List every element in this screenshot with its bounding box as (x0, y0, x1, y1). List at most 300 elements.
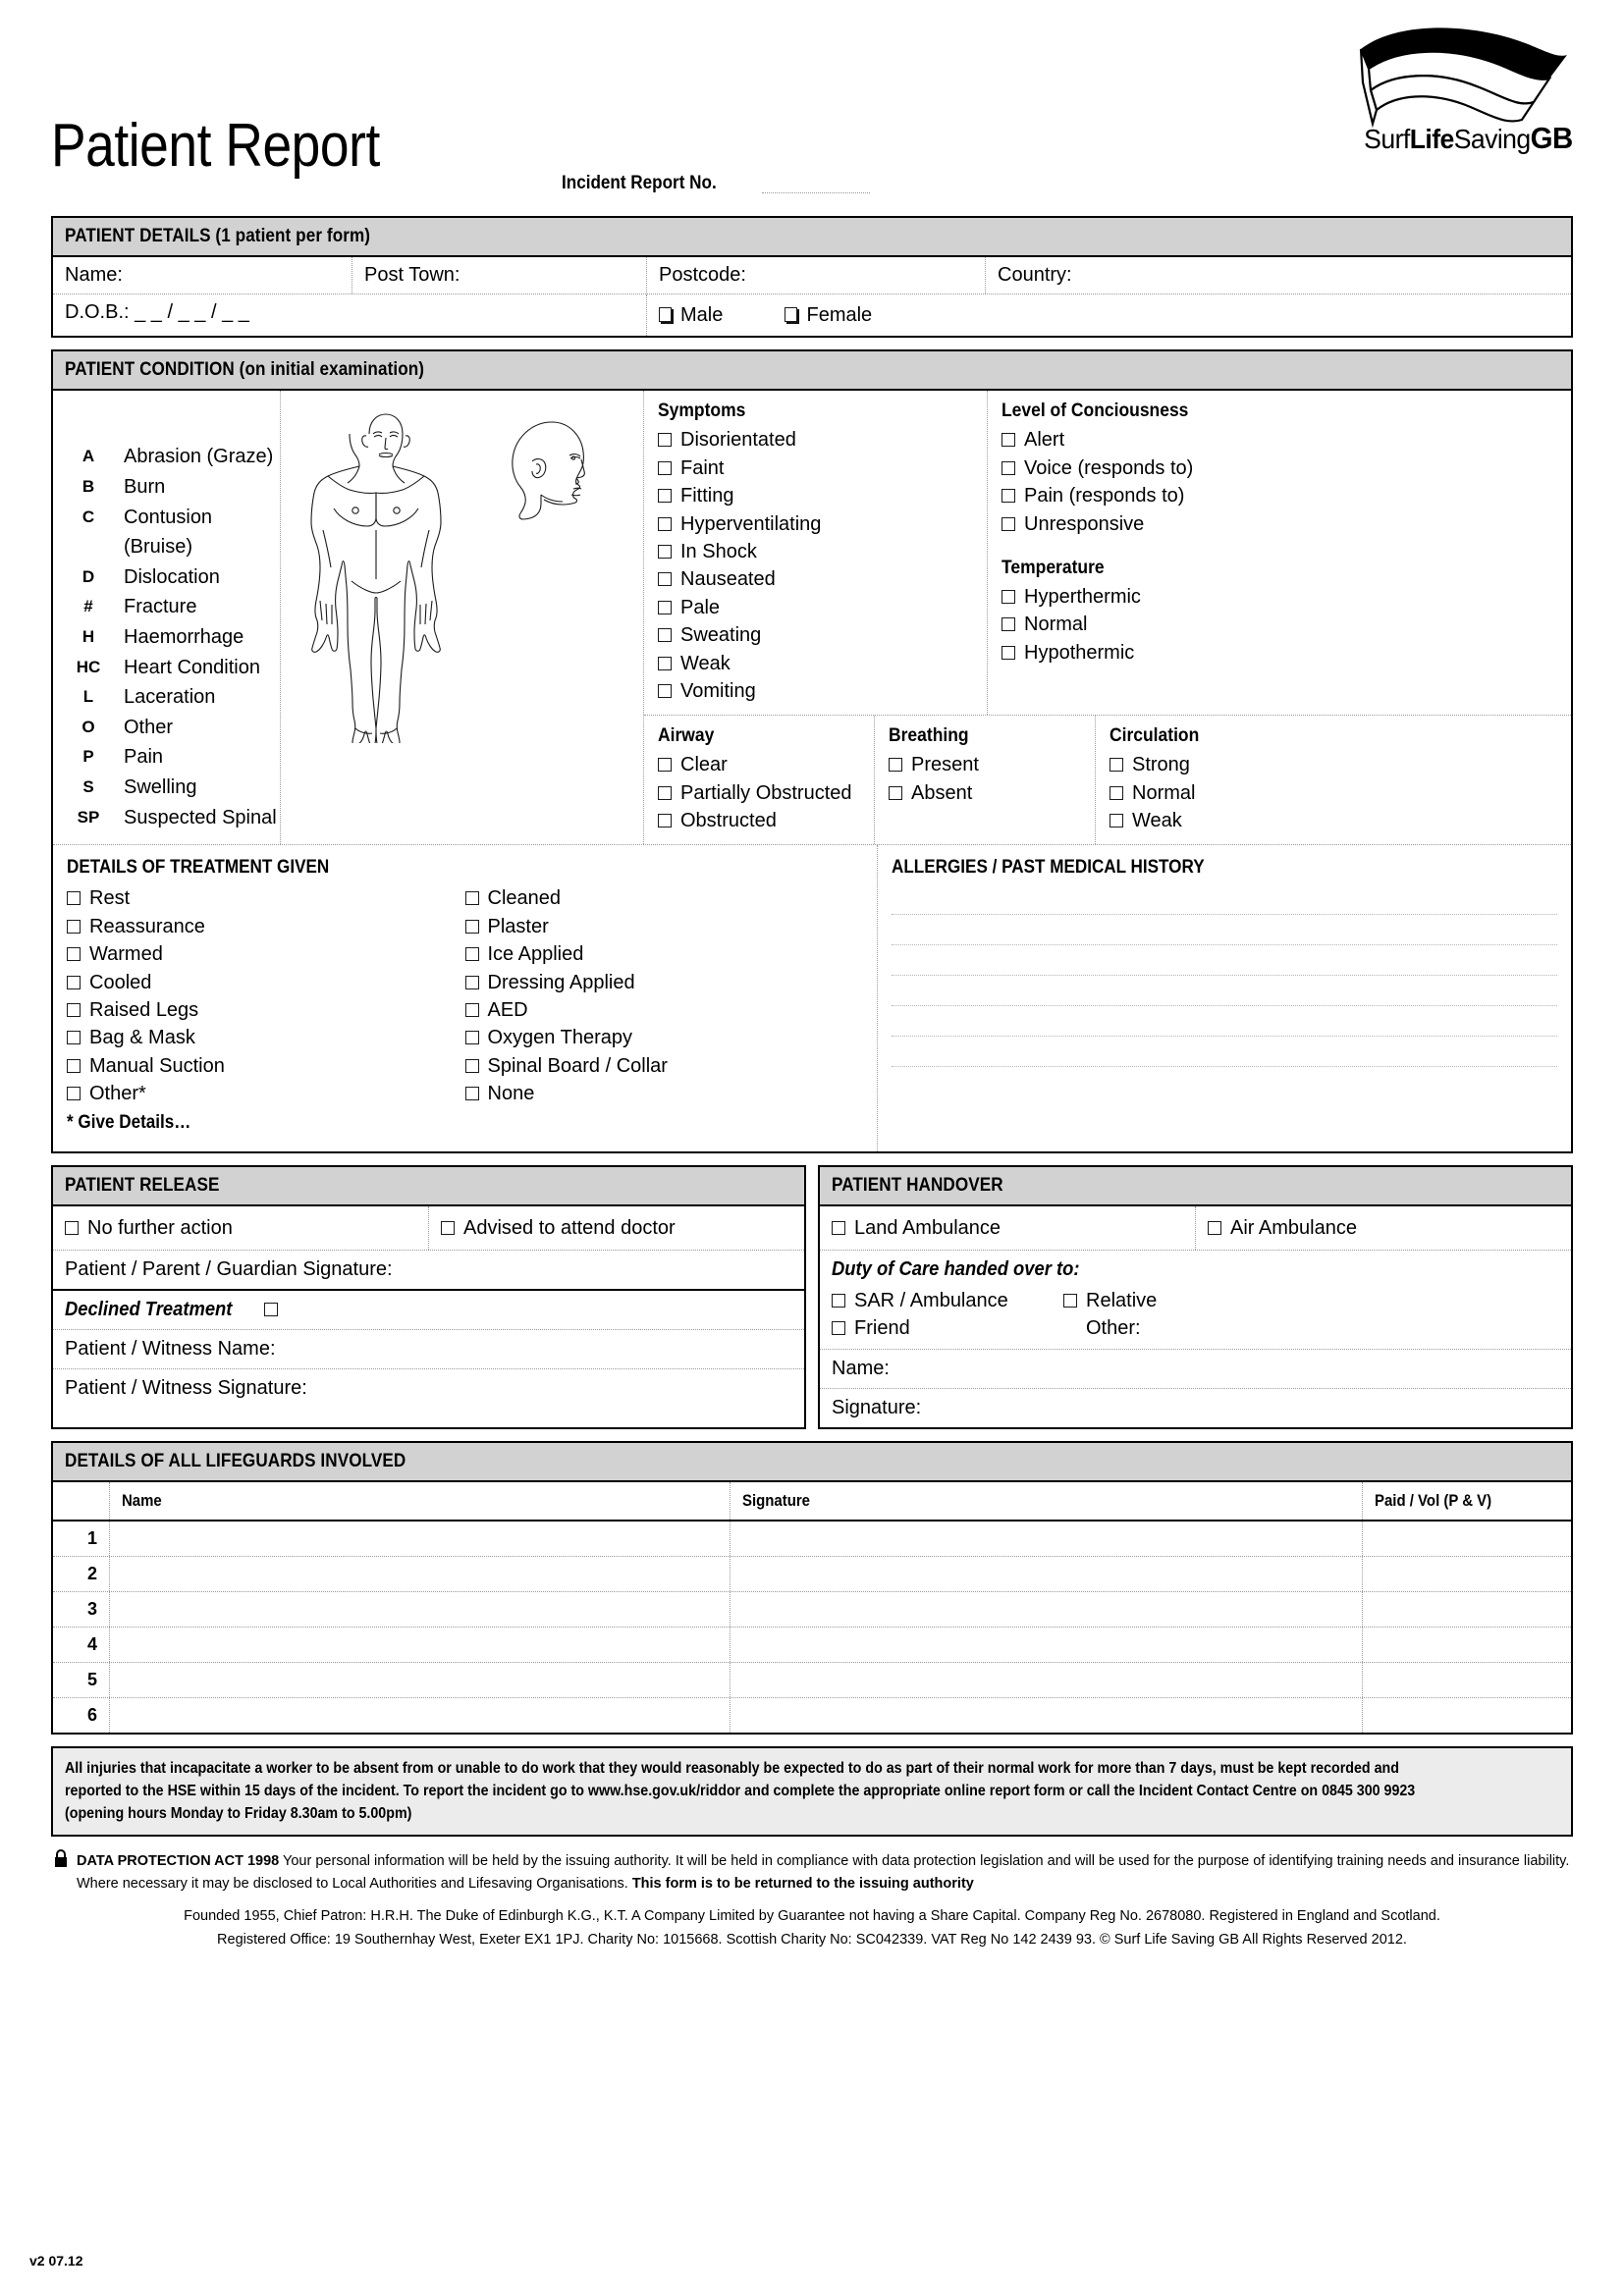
checkbox-treatment-ice-applied[interactable] (465, 940, 864, 968)
treatment-heading (67, 857, 863, 879)
consciousness-heading-text: Level of Conciousness (1001, 400, 1189, 422)
checkbox-symptom-hyperventilating[interactable] (658, 510, 973, 538)
checkbox-icon[interactable] (1001, 646, 1015, 660)
land-ambulance-label: Land Ambulance (854, 1216, 1001, 1239)
duty-of-care-text: Duty of Care handed over to: (832, 1257, 1080, 1280)
checkbox-airway-clear[interactable] (658, 751, 860, 778)
patient-details-row-1 (53, 257, 1571, 294)
checkbox-treatment-manual-suction[interactable] (67, 1052, 465, 1080)
checkbox-label: Plaster (487, 915, 549, 937)
checkbox-label: Absent (911, 781, 973, 804)
checkbox-icon[interactable] (1208, 1221, 1221, 1235)
injury-code-key: HC (76, 657, 101, 676)
declined-treatment-field[interactable] (53, 1291, 804, 1330)
temperature-heading-text: Temperature (1001, 557, 1105, 578)
checkbox-icon[interactable] (465, 920, 479, 934)
checkbox-temperature-hypothermic[interactable] (1001, 639, 1557, 667)
checkbox-label: Voice (responds to) (1024, 456, 1194, 479)
allergies-line[interactable] (892, 884, 1557, 915)
abc-row (644, 716, 1571, 844)
checkbox-icon[interactable] (658, 786, 672, 800)
checkbox-temperature-hyperthermic[interactable] (1001, 583, 1557, 611)
advised-doctor-label: Advised to attend doctor (463, 1216, 676, 1239)
checkbox-no-further-action[interactable] (65, 1217, 233, 1239)
patient-condition-header-text: PATIENT CONDITION (on initial examination) (65, 359, 425, 381)
checkbox-treatment-raised-legs[interactable] (67, 996, 465, 1024)
checkbox-consciousness-voice-responds-to[interactable] (1001, 454, 1557, 482)
treatment-heading-text: DETAILS OF TREATMENT GIVEN (67, 857, 330, 879)
checkbox-label: Oxygen Therapy (487, 1027, 632, 1049)
injury-code-row (53, 742, 280, 773)
checkbox-female[interactable] (785, 304, 872, 326)
lifeguard-paid-vol-input[interactable] (1363, 1592, 1571, 1627)
allergies-heading-text: ALLERGIES / PAST MEDICAL HISTORY (892, 857, 1205, 879)
airway-heading-text: Airway (658, 725, 715, 747)
checkbox-icon[interactable] (1001, 489, 1015, 503)
checkbox-label: Strong (1132, 754, 1190, 776)
injury-code-row (53, 622, 280, 653)
dpa-body: Your personal information will be held by the issuing authority. It will be held in compliance with data protection legislation and will be used for the purpose of identifying training needs and insurance liability. Where necessary it may be disclosed to Local Authorities and Lifesaving Organisations. (77, 1852, 1570, 1892)
checkbox-icon[interactable] (658, 461, 672, 475)
injury-code-key: P (82, 747, 94, 767)
checkbox-label: Sweating (680, 624, 762, 647)
injury-code-value: Other (124, 716, 174, 738)
checkbox-breathing-absent[interactable] (889, 779, 1081, 807)
country-field[interactable] (986, 257, 1571, 294)
checkbox-label: Cleaned (487, 887, 562, 910)
land-ambulance-option[interactable] (820, 1206, 1196, 1250)
checkbox-icon[interactable] (658, 489, 672, 503)
checkbox-consciousness-alert[interactable] (1001, 426, 1557, 454)
checkbox-treatment-oxygen-therapy[interactable] (465, 1024, 864, 1051)
lifeguard-name-input[interactable] (110, 1522, 731, 1556)
lifeguards-table-header (53, 1482, 1571, 1522)
injury-code-value: Suspected Spinal (124, 806, 277, 828)
checkbox-icon[interactable] (441, 1221, 455, 1235)
checkbox-circulation-normal[interactable] (1110, 779, 1557, 807)
checkbox-symptom-disorientated[interactable] (658, 426, 973, 454)
lifeguard-paid-vol-input[interactable] (1363, 1628, 1571, 1662)
riddor-notice-text: All injuries that incapacitate a worker to be absent from or unable to do work that they would reasonably be expected to do as part of their normal work for more than 7 days, must be kept recorded and reported to the HSE within 15 days of the incident. To report the incident go to www.hse.gov.uk/riddor and complete the appropriate online report form or call the Incident Contact Centre on 0845 300 9923 (opening hours Monday to Friday 8.30am to 5.00pm) (65, 1759, 1416, 1823)
air-ambulance-option[interactable] (1196, 1206, 1571, 1250)
patient-release-header-text: PATIENT RELEASE (65, 1174, 220, 1196)
allergies-line[interactable] (892, 1006, 1557, 1037)
declined-treatment-text: Declined Treatment (65, 1298, 233, 1320)
checkbox-label: In Shock (680, 540, 757, 562)
checkbox-label: Rest (89, 887, 131, 910)
checkbox-label: Bag & Mask (89, 1027, 195, 1049)
consciousness-temperature-column (988, 391, 1571, 715)
logo-wordmark (1365, 121, 1573, 156)
injury-code-key: SP (77, 807, 100, 827)
checkbox-label: Warmed (89, 943, 163, 966)
allergies-line[interactable] (892, 976, 1557, 1006)
no-further-action-option[interactable] (53, 1206, 429, 1250)
col-paid-vol-text: Paid / Vol (P & V) (1375, 1490, 1492, 1510)
checkbox-treatment-other[interactable] (67, 1080, 465, 1107)
injury-code-value: Heart Condition (124, 656, 260, 678)
patient-release-section (51, 1165, 806, 1429)
checkbox-label: Fitting (680, 485, 734, 507)
checkbox-icon[interactable] (67, 1059, 81, 1073)
checkbox-label: Manual Suction (89, 1054, 225, 1077)
checkbox-icon[interactable] (465, 1031, 479, 1044)
checkbox-icon[interactable] (67, 1031, 81, 1044)
witness-name-field[interactable] (53, 1330, 804, 1369)
checkbox-label: Dressing Applied (487, 971, 635, 993)
gender-field (647, 294, 1571, 336)
logo-word-life: Life (1410, 124, 1455, 154)
incident-report-no-field[interactable] (562, 173, 856, 194)
injury-code-value: Contusion (Bruise) (124, 506, 213, 559)
friend-label: Friend (854, 1317, 910, 1340)
riddor-notice (51, 1746, 1573, 1837)
checkbox-advised-doctor[interactable] (441, 1217, 676, 1239)
checkbox-sar-ambulance[interactable] (832, 1287, 1063, 1314)
checkbox-label: Weak (680, 652, 731, 674)
patient-details-header-text: PATIENT DETAILS (1 patient per form) (65, 226, 371, 246)
table-row (53, 1663, 1571, 1698)
checkbox-label: Hypothermic (1024, 641, 1135, 664)
flag-icon (1347, 22, 1573, 128)
checkbox-icon[interactable] (67, 1087, 81, 1100)
checkbox-icon[interactable] (659, 307, 672, 322)
checkbox-label: Hyperventilating (680, 512, 822, 535)
checkbox-label: Present (911, 754, 979, 776)
patient-handover-header-text: PATIENT HANDOVER (832, 1174, 1003, 1196)
consciousness-heading (1001, 400, 1557, 422)
lock-icon (53, 1848, 69, 1876)
checkbox-symptom-sweating[interactable] (658, 621, 973, 649)
body-figures-icon[interactable] (293, 404, 631, 743)
checkbox-icon[interactable] (1110, 758, 1123, 772)
checkbox-label: Obstructed (680, 810, 777, 832)
injury-code-key: L (82, 687, 94, 707)
checkbox-icon[interactable] (465, 947, 479, 961)
handover-signature-label: Signature: (832, 1396, 922, 1418)
checkbox-treatment-cleaned[interactable] (465, 884, 864, 912)
checkbox-icon[interactable] (67, 1003, 81, 1017)
checkbox-label: Ice Applied (487, 943, 584, 966)
lifeguard-signature-input[interactable] (731, 1592, 1363, 1627)
checkbox-treatment-dressing-applied[interactable] (465, 969, 864, 996)
checkbox-breathing-present[interactable] (889, 751, 1081, 778)
checkbox-icon[interactable] (465, 891, 479, 905)
checkbox-treatment-spinal-board-collar[interactable] (465, 1052, 864, 1080)
checkbox-icon[interactable] (1110, 786, 1123, 800)
checkbox-land-ambulance[interactable] (832, 1217, 1001, 1239)
checkbox-airway-obstructed[interactable] (658, 807, 860, 834)
checkbox-icon[interactable] (465, 976, 479, 989)
guardian-signature-field[interactable] (53, 1251, 804, 1291)
checkbox-icon[interactable] (67, 947, 81, 961)
lifeguard-paid-vol-input[interactable] (1363, 1522, 1571, 1556)
dpa-bold-tail: This form is to be returned to the issuing authority (631, 1875, 974, 1892)
circulation-heading (1110, 725, 1557, 747)
checkbox-airway-partially-obstructed[interactable] (658, 779, 860, 807)
checkbox-label: Pain (responds to) (1024, 485, 1185, 507)
lifeguard-signature-input[interactable] (731, 1698, 1363, 1733)
injury-code-value: Abrasion (Graze) (124, 446, 274, 468)
injury-code-row (53, 442, 280, 472)
lifeguard-name-input[interactable] (110, 1592, 731, 1627)
checkbox-symptom-fitting[interactable] (658, 482, 973, 509)
treatment-columns (67, 884, 863, 1107)
checkbox-icon[interactable] (658, 814, 672, 828)
allergies-section[interactable] (878, 845, 1571, 1150)
incident-report-no-label: Incident Report No. (562, 173, 717, 193)
allergies-line[interactable] (892, 1037, 1557, 1067)
incident-report-no-input[interactable] (762, 192, 870, 193)
condition-main-row (53, 391, 1571, 844)
injury-code-row (53, 773, 280, 803)
checkbox-treatment-rest[interactable] (67, 884, 465, 912)
logo-word-saving: Saving (1454, 124, 1531, 154)
logo-word-surf: Surf (1364, 124, 1411, 154)
handover-name-field[interactable] (820, 1350, 1571, 1389)
allergies-input-lines[interactable] (892, 884, 1557, 1067)
checkbox-icon[interactable] (658, 601, 672, 614)
injury-code-key: # (83, 597, 93, 616)
checkbox-friend[interactable] (832, 1314, 1063, 1342)
page-title: Patient Report (51, 112, 380, 180)
footer-line-2: Registered Office: 19 Southernhay West, Exeter EX1 1PJ. Charity No: 1015668. Scottish Charity No: SC042339. VAT Reg No 142 2439 93. © Surf Life Saving GB All Rights Reserved 2012. (217, 1931, 1407, 1948)
injury-codes-legend (53, 391, 281, 844)
checkbox-icon[interactable] (67, 891, 81, 905)
lifeguard-signature-input[interactable] (731, 1663, 1363, 1697)
checkbox-symptom-in-shock[interactable] (658, 538, 973, 565)
lifeguard-name-input[interactable] (110, 1698, 731, 1733)
checkbox-icon[interactable] (67, 976, 81, 989)
post-town-label: Post Town: (364, 264, 460, 286)
patient-details-section (51, 216, 1573, 338)
injury-code-value: Fracture (124, 596, 197, 618)
body-diagram[interactable] (281, 391, 644, 844)
checkbox-label: None (487, 1083, 535, 1105)
injury-code-value: Laceration (124, 686, 216, 709)
checkbox-icon[interactable] (658, 684, 672, 698)
treatment-section (53, 845, 878, 1150)
checkbox-temperature-normal[interactable] (1001, 611, 1557, 638)
checkbox-icon[interactable] (67, 920, 81, 934)
table-row (53, 1522, 1571, 1557)
checkbox-icon[interactable] (1110, 814, 1123, 828)
checkbox-icon[interactable] (1001, 617, 1015, 631)
table-row (53, 1557, 1571, 1592)
row-number: 5 (53, 1663, 110, 1697)
checkbox-relative[interactable] (1063, 1287, 1157, 1314)
handover-signature-field[interactable] (820, 1389, 1571, 1427)
treatment-column-1 (67, 884, 465, 1107)
checkbox-icon[interactable] (658, 628, 672, 642)
checkbox-treatment-warmed[interactable] (67, 940, 465, 968)
injury-code-value: Burn (124, 475, 166, 498)
patient-release-header (53, 1167, 804, 1206)
allergies-heading (892, 857, 1557, 879)
injury-code-row (53, 713, 280, 743)
col-name (110, 1482, 731, 1520)
lifeguard-name-input[interactable] (110, 1557, 731, 1591)
handover-other-field[interactable] (1063, 1314, 1157, 1342)
lifeguard-signature-input[interactable] (731, 1522, 1363, 1556)
col-number (53, 1482, 110, 1520)
relative-label: Relative (1086, 1289, 1158, 1311)
temperature-heading (1001, 558, 1557, 579)
checkbox-icon[interactable] (832, 1294, 845, 1308)
checkbox-treatment-bag-mask[interactable] (67, 1024, 465, 1051)
handover-name-label: Name: (832, 1357, 890, 1379)
checkbox-icon[interactable] (1001, 590, 1015, 604)
injury-code-row (53, 503, 280, 562)
post-town-field[interactable] (352, 257, 647, 294)
row-number: 4 (53, 1628, 110, 1662)
checkbox-icon[interactable] (1001, 517, 1015, 531)
checkbox-icon[interactable] (1001, 461, 1015, 475)
checkbox-label: Clear (680, 754, 728, 776)
circulation-column (1096, 716, 1571, 844)
checkbox-circulation-strong[interactable] (1110, 751, 1557, 778)
injury-code-value: Swelling (124, 775, 197, 798)
col-signature-text: Signature (742, 1490, 810, 1510)
breathing-heading-text: Breathing (889, 725, 969, 747)
checkbox-male[interactable] (659, 304, 723, 326)
checkbox-air-ambulance[interactable] (1208, 1217, 1357, 1239)
lifeguard-paid-vol-input[interactable] (1363, 1557, 1571, 1591)
col-signature (731, 1482, 1363, 1520)
checkbox-label: Other* (89, 1083, 146, 1105)
checkbox-label: Partially Obstructed (680, 781, 852, 804)
allergies-line[interactable] (892, 915, 1557, 945)
checkbox-consciousness-pain-responds-to[interactable] (1001, 482, 1557, 509)
data-protection-notice (51, 1850, 1573, 1896)
checkbox-treatment-aed[interactable] (465, 996, 864, 1024)
spacer (1001, 538, 1557, 558)
injury-code-key: C (81, 507, 95, 526)
lifeguard-paid-vol-input[interactable] (1363, 1663, 1571, 1697)
checkbox-icon[interactable] (658, 572, 672, 586)
declined-treatment-label (65, 1299, 246, 1320)
checkbox-symptom-faint[interactable] (658, 454, 973, 482)
checkbox-icon[interactable] (832, 1221, 845, 1235)
patient-condition-header (53, 351, 1571, 391)
checkbox-icon[interactable] (658, 517, 672, 531)
checkbox-icon[interactable] (658, 758, 672, 772)
airway-column (644, 716, 875, 844)
checkbox-icon[interactable] (889, 786, 902, 800)
postcode-field[interactable] (647, 257, 986, 294)
lifeguard-paid-vol-input[interactable] (1363, 1698, 1571, 1733)
table-row (53, 1698, 1571, 1733)
advised-doctor-option[interactable] (429, 1206, 804, 1250)
dpa-title: DATA PROTECTION ACT 1998 (77, 1852, 280, 1869)
airway-heading (658, 725, 860, 747)
lifeguard-name-input[interactable] (110, 1628, 731, 1662)
checkbox-symptom-pale[interactable] (658, 594, 973, 621)
injury-code-row (53, 592, 280, 622)
checkbox-label: Disorientated (680, 429, 796, 452)
guardian-signature-label: Patient / Parent / Guardian Signature: (65, 1257, 393, 1280)
table-row (53, 1628, 1571, 1663)
checkbox-icon[interactable] (465, 1087, 479, 1100)
checkbox-icon[interactable] (889, 758, 902, 772)
checkbox-symptom-vomiting[interactable] (658, 677, 973, 705)
checkbox-label: Reassurance (89, 915, 205, 937)
checkbox-treatment-reassurance[interactable] (67, 913, 465, 940)
checkbox-circulation-weak[interactable] (1110, 807, 1557, 834)
treatment-column-2 (465, 884, 864, 1107)
row-number: 6 (53, 1698, 110, 1733)
checkbox-icon[interactable] (832, 1321, 845, 1335)
witness-signature-label: Patient / Witness Signature: (65, 1376, 307, 1399)
col-name-text: Name (122, 1490, 162, 1510)
allergies-line[interactable] (892, 945, 1557, 976)
lifeguards-header-text: DETAILS OF ALL LIFEGUARDS INVOLVED (65, 1450, 406, 1471)
checkbox-treatment-cooled[interactable] (67, 969, 465, 996)
patient-condition-section (51, 349, 1573, 1152)
checkbox-icon[interactable] (658, 545, 672, 559)
company-footer (51, 1905, 1573, 1952)
table-row (53, 1592, 1571, 1628)
checkbox-icon[interactable] (785, 307, 797, 322)
checkbox-icon[interactable] (1001, 433, 1015, 447)
lifeguard-signature-input[interactable] (731, 1628, 1363, 1662)
checkbox-treatment-plaster[interactable] (465, 913, 864, 940)
checkbox-icon[interactable] (658, 657, 672, 670)
checkbox-symptom-weak[interactable] (658, 650, 973, 677)
lifeguards-section (51, 1441, 1573, 1735)
release-options-row (53, 1206, 804, 1251)
injury-code-value: Haemorrhage (124, 625, 244, 648)
injury-code-key: S (82, 776, 94, 796)
injury-code-row (53, 803, 280, 833)
duty-of-care-block (820, 1251, 1571, 1350)
checkbox-icon[interactable] (1063, 1294, 1077, 1308)
ambulance-options-row (820, 1206, 1571, 1251)
lifeguard-signature-input[interactable] (731, 1557, 1363, 1591)
footer-line-1: Founded 1955, Chief Patron: H.R.H. The Duke of Edinburgh K.G., K.T. A Company Limited by Guarantee not having a Share Capital. Company Reg No. 2678080. Registered in England and Scotland. (184, 1907, 1440, 1924)
checkbox-icon[interactable] (465, 1059, 479, 1073)
checkbox-consciousness-unresponsive[interactable] (1001, 510, 1557, 538)
air-ambulance-label: Air Ambulance (1230, 1216, 1357, 1239)
checkbox-label: Hyperthermic (1024, 585, 1141, 608)
checkbox-treatment-none[interactable] (465, 1080, 864, 1107)
name-label: Name: (65, 264, 123, 286)
checkbox-label: Faint (680, 456, 725, 479)
col-paid-vol (1363, 1482, 1571, 1520)
checkbox-declined-treatment[interactable] (264, 1303, 278, 1316)
duty-col-2 (1063, 1287, 1157, 1343)
checkbox-label: Pale (680, 596, 721, 618)
lifeguard-name-input[interactable] (110, 1663, 731, 1697)
checkbox-label: Raised Legs (89, 999, 199, 1022)
checkbox-label: AED (487, 999, 528, 1022)
breathing-heading (889, 725, 1081, 747)
dob-field[interactable] (53, 294, 647, 336)
checkbox-icon[interactable] (65, 1221, 79, 1235)
checkbox-label: Spinal Board / Collar (487, 1054, 668, 1077)
give-details-text: * Give Details… (67, 1111, 191, 1133)
checkbox-symptom-nauseated[interactable] (658, 565, 973, 593)
witness-signature-field[interactable] (53, 1369, 804, 1408)
row-number: 2 (53, 1557, 110, 1591)
dob-label: D.O.B.: _ _ / _ _ / _ _ (65, 301, 249, 323)
name-field[interactable] (53, 257, 352, 294)
checkbox-icon[interactable] (658, 433, 672, 447)
vitals-area (644, 391, 1571, 844)
checkbox-label: Nauseated (680, 568, 776, 591)
checkbox-icon[interactable] (465, 1003, 479, 1017)
injury-code-key: O (81, 717, 95, 736)
